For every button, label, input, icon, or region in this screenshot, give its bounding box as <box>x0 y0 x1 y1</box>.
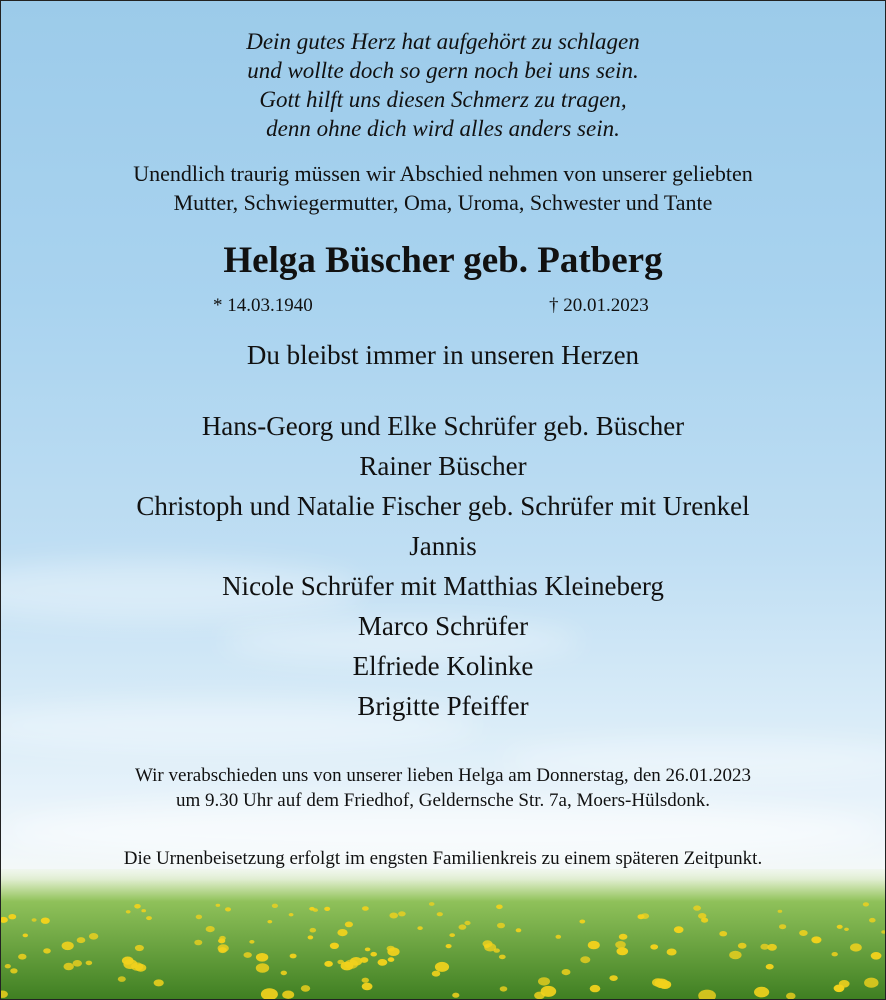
dandelion-flower <box>417 926 422 930</box>
dandelion-flower <box>650 944 658 949</box>
dandelion-flower <box>609 975 617 981</box>
dandelion-flower <box>337 929 347 936</box>
service-info <box>1 763 885 813</box>
dandelion-flower <box>73 960 82 967</box>
dandelion-flower <box>779 924 786 929</box>
dandelion-flower <box>760 944 769 950</box>
dandelion-flower <box>580 956 590 963</box>
dandelion-flower <box>729 951 741 960</box>
dandelion-flower <box>370 952 377 957</box>
dandelion-flower <box>206 926 215 932</box>
dandelion-flower <box>5 964 11 968</box>
dandelion-flower <box>219 936 226 941</box>
dandelion-flower <box>667 949 677 956</box>
urn-note: Die Urnenbeisetzung erfolgt im engsten Familienkreis zu einem späteren Zeitpunkt. <box>123 848 763 869</box>
dandelion-flower <box>452 993 459 998</box>
dandelion-flower <box>674 926 684 933</box>
dandelion-flower <box>556 935 562 939</box>
dandelion-flower <box>43 948 51 953</box>
family-member: Jannis <box>409 531 477 561</box>
dandelion-flower <box>324 907 330 911</box>
dandelion-flower <box>799 930 808 936</box>
dandelion-flower <box>62 942 74 951</box>
family-member: Hans-Georg und Elke Schrüfer geb. Büscher <box>201 411 685 441</box>
service-line: um 9.30 Uhr auf dem Friedhof, Geldernsche Str. 7a, Moers-Hülsdonk. <box>175 790 710 811</box>
dandelion-flower <box>590 985 601 992</box>
dandelion-flower <box>398 911 406 916</box>
dandelion-flower <box>10 968 17 973</box>
dandelion-flower <box>141 909 146 912</box>
dandelion-flower <box>218 944 229 952</box>
meadow-dandelions-image <box>1 869 885 999</box>
dandelion-flower <box>864 978 878 988</box>
dandelion-flower <box>766 964 774 970</box>
dandelion-flower <box>388 957 395 962</box>
dandelion-flower <box>500 986 508 991</box>
dandelion-flower <box>429 902 435 906</box>
dandelion-flower <box>244 952 252 958</box>
dandelion-flower <box>345 960 358 969</box>
dandelion-flower <box>617 947 629 955</box>
dandelion-flower <box>389 913 398 919</box>
family-member: Christoph und Natalie Fischer geb. Schrüfer mit Urenkel <box>136 491 750 521</box>
dandelion-flower <box>638 914 645 919</box>
dandelion-flower <box>446 944 452 948</box>
dandelion-flower <box>249 940 254 944</box>
dandelion-flower <box>387 946 395 952</box>
dandelion-flower <box>267 920 272 923</box>
death-date: † 20.01.2023 <box>549 295 649 316</box>
dandelion-flower <box>871 952 882 960</box>
dandelion-flower <box>435 962 449 972</box>
dandelion-flower <box>8 914 16 919</box>
dandelion-flower <box>778 910 783 913</box>
family-list <box>1 406 885 726</box>
dandelion-flower <box>365 948 371 952</box>
dandelion-flower <box>330 943 339 949</box>
dandelion-flower <box>850 943 862 951</box>
dandelion-flower <box>362 906 369 911</box>
dandelion-flower <box>282 991 294 999</box>
dandelion-flower <box>32 918 37 921</box>
dandelion-flower <box>832 952 838 956</box>
family-member: Marco Schrüfer <box>357 611 529 641</box>
dandelion-flower <box>310 928 317 933</box>
dandelion-flower <box>484 944 489 948</box>
dandelion-flower <box>869 918 876 923</box>
dandelion-flower <box>337 960 344 965</box>
dandelion-flower <box>216 904 221 907</box>
dandelion-flower <box>863 902 869 906</box>
dandelion-flower <box>588 941 600 949</box>
dandelion-flower <box>615 941 626 948</box>
dandelion-flower <box>23 934 28 938</box>
dandelion-flower <box>534 992 545 999</box>
dandelion-flower <box>301 985 310 992</box>
dandelion-flower <box>378 959 388 966</box>
dandelion-flower <box>272 904 278 908</box>
dandelion-flower <box>449 933 455 937</box>
dandelion-flower <box>196 915 202 920</box>
poem-line: Gott hilft uns diesen Schmerz zu tragen, <box>259 87 627 112</box>
dandelion-flower <box>538 977 550 985</box>
dandelion-flower <box>362 983 373 991</box>
dandelion-flower <box>63 963 73 970</box>
dandelion-flower <box>135 945 144 951</box>
poem <box>1 27 885 143</box>
dandelion-flower <box>41 918 50 924</box>
dandelion-flower <box>738 943 747 949</box>
intro-line: Unendlich traurig müssen wir Abschied nehmen von unserer geliebten <box>133 161 753 186</box>
dandelion-flower <box>844 928 849 931</box>
dandelion-flower <box>497 923 505 929</box>
poem-line: Dein gutes Herz hat aufgehört zu schlagen <box>246 29 640 54</box>
dandelion-flower <box>345 922 353 928</box>
dandelion-flower <box>154 979 164 986</box>
birth-date: * 14.03.1940 <box>213 295 313 316</box>
dandelion-flower <box>225 907 231 911</box>
family-member: Nicole Schrüfer mit Matthias Kleineberg <box>222 571 664 601</box>
deceased-name: Helga Büscher geb. Patberg <box>223 240 663 281</box>
dandelion-flower <box>619 934 628 940</box>
dandelion-flower <box>126 910 131 913</box>
dandelion-flower <box>432 971 440 977</box>
dandelion-flower <box>194 940 202 946</box>
dandelion-flower <box>499 955 506 960</box>
dandelion-flower <box>309 907 315 911</box>
dandelion-flower <box>362 978 369 983</box>
dandelion-flower <box>754 987 769 998</box>
dandelion-flower <box>123 959 137 969</box>
dandelion-flower <box>256 963 269 972</box>
dandelion-flower <box>437 912 443 916</box>
dandelion-flower <box>655 979 669 989</box>
dandelion-flower <box>281 971 287 976</box>
dandelion-flower <box>516 928 522 932</box>
dandelion-flower <box>496 905 503 910</box>
dandelion-flower <box>86 961 93 966</box>
dandelion-flower <box>701 918 708 923</box>
dandelion-flower <box>693 905 701 910</box>
dandelion-flower <box>579 920 585 924</box>
family-member: Rainer Büscher <box>359 451 527 481</box>
intro-line: Mutter, Schwiegermutter, Oma, Uroma, Schwester und Tante <box>173 190 713 215</box>
dandelion-flower <box>118 976 126 982</box>
dandelion-flower <box>134 904 141 909</box>
dandelion-flower <box>256 953 268 962</box>
intro-text <box>1 159 885 217</box>
dandelion-flower <box>308 935 314 939</box>
family-member: Elfriede Kolinke <box>352 651 534 681</box>
poem-line: denn ohne dich wird alles anders sein. <box>266 116 620 141</box>
dandelion-flower <box>324 961 333 967</box>
dandelion-flower <box>77 937 86 943</box>
dandelion-flower <box>18 954 26 960</box>
dandelion-flower <box>719 931 727 936</box>
dandelion-flower <box>290 954 297 959</box>
dandelion-flower <box>289 913 294 916</box>
dandelion-flower <box>811 936 821 943</box>
dandelion-flower <box>459 924 467 929</box>
dandelion-flower <box>837 925 843 929</box>
dandelion-flower <box>89 933 98 940</box>
poem-line: und wollte doch so gern noch bei uns sein. <box>247 58 639 83</box>
dandelion-flower <box>146 916 152 920</box>
dandelion-flower <box>464 921 470 925</box>
dandelion-flower <box>839 980 850 988</box>
dandelion-flower <box>562 969 571 975</box>
family-member: Brigitte Pfeiffer <box>357 691 529 721</box>
service-line: Wir verabschieden uns von unserer lieben Helga am Donnerstag, den 26.01.2023 <box>134 765 752 786</box>
motto: Du bleibst immer in unseren Herzen <box>246 340 640 370</box>
